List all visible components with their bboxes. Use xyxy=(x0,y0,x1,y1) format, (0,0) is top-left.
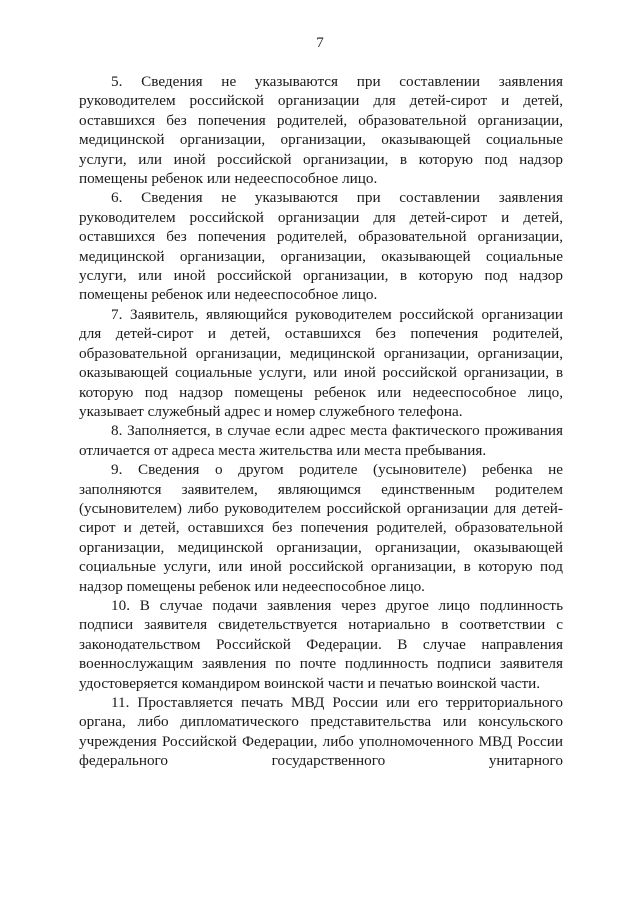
paragraph-9: 9. Сведения о другом родителе (усыновителе) ребенка не заполняются заявителем, являющимся единственным родителем (усыновителем) либо руководителем российской организации для детей-сирот и детей, оставшихся без попечения родителей, образовательной организации, медицинской организации, организации, оказывающей социальные услуги, или иной российской организации, в которую под надзор помещены ребенок или недееспособное лицо. xyxy=(79,461,563,595)
document-body xyxy=(79,72,563,771)
paragraph-11: 11. Проставляется печать МВД России или его территориального органа, либо дипломатического представительства или консульского учреждения Российской Федерации, либо уполномоченного МВД России федерального государственного унитарного xyxy=(79,694,563,770)
paragraph-8: 8. Заполняется, в случае если адрес места фактического проживания отличается от адреса места жительства или места пребывания. xyxy=(79,422,563,459)
page-number: 7 xyxy=(316,35,324,51)
paragraph-7: 7. Заявитель, являющийся руководителем российской организации для детей-сирот и детей, оставшихся без попечения родителей, образовательной организации, медицинской организации, организации, оказывающей социальные услуги, или иной российской организации, в которую под надзор помещены ребенок или недееспособное лицо, указывает служебный адрес и номер служебного телефона. xyxy=(79,305,563,420)
paragraph-10: 10. В случае подачи заявления через другое лицо подлинность подписи заявителя свидетельствуется нотариально в соответствии с законодательством Российской Федерации. В случае направления военнослужащим заявления по почте подлинность подписи заявителя удостоверяется командиром воинской части и печатью воинской части. xyxy=(79,596,563,692)
paragraph-5: 5. Сведения не указываются при составлении заявления руководителем российской организации для детей-сирот и детей, оставшихся без попечения родителей, образовательной организации, медицинской организации, организации, оказывающей социальные услуги, или иной российской организации, в которую под надзор помещены ребенок или недееспособное лицо. xyxy=(79,73,563,188)
paragraph-6: 6. Сведения не указываются при составлении заявления руководителем российской организации для детей-сирот и детей, оставшихся без попечения родителей, образовательной организации, медицинской организации, организации, оказывающей социальные услуги, или иной российской организации, в которую под надзор помещены ребенок или недееспособное лицо. xyxy=(79,189,563,304)
